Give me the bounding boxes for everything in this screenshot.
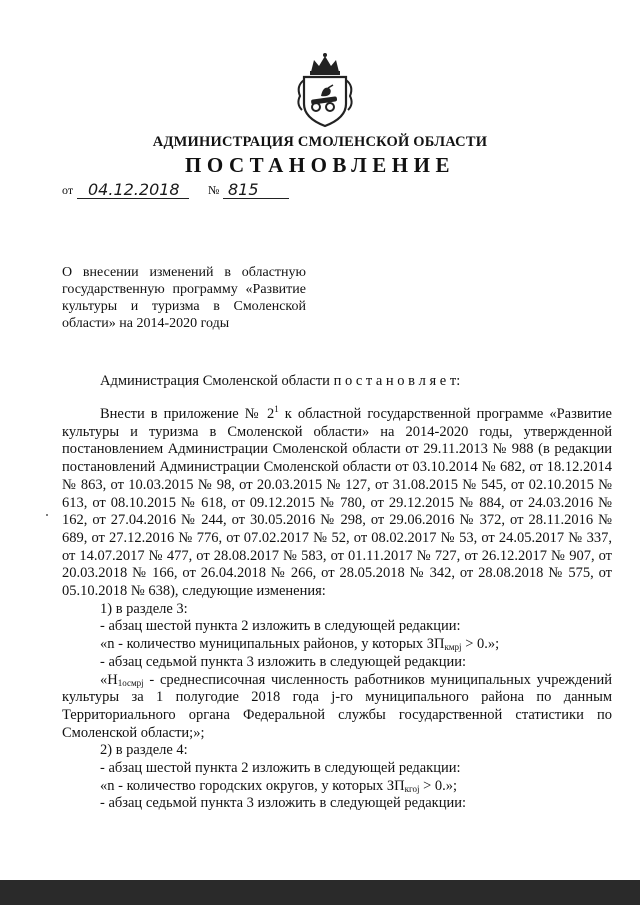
handwritten-date: 04.12.2018 [88, 180, 180, 199]
document-type-title: ПОСТАНОВЛЕНИЕ [185, 153, 455, 177]
document-subject: О внесении изменений в областную государственную программу «Развитие культуры и туризма в Смоленской области» на 2014-2020 годы [62, 265, 306, 331]
item-2a-instruction: - абзац шестой пункта 2 изложить в следующей редакции: [100, 760, 461, 777]
item-1a-text-end: > 0.»; [461, 636, 500, 653]
item-2a-subscript: кгоj [404, 783, 420, 794]
item-1a-text-main: «n - количество муниципальных районов, у которых ЗП [100, 636, 445, 653]
item-2a-text [62, 778, 612, 796]
item-1b-text-main: - среднесписочная численность работников муниципальных учреждений культуры за 1 полугодие 2018 года j-го муниципального района по данным Территориального органа Федеральной службы государственной статистики по Смоленской области;»; [62, 671, 612, 741]
intro-text-2: к областной государственной программе «Развитие культуры и туризма в Смоленской области» на 2014-2020 годы, утвержденной постановлением Администрации Смоленской области от 29.11.2013 № 988 (в редакции постановлений Администрации Смоленской области от 03.10.2014 № 682, от 18.12.2014 № 863, от 10.03.2015 № 98, от 20.03.2015 № 127, от 31.08.2015 № 545, от 02.10.2015 № 613, от 08.10.2015 № 618, от 09.12.2015 № 780, от 29.12.2015 № 884, от 24.03.2016 № 162, от 27.04.2016 № 244, от 30.05.2016 № 298, от 29.06.2016 № 372, от 28.11.2016 № 689, от 27.12.2016 № 776, от 07.02.2017 № 52, от 08.02.2017 № 53, от 24.05.2017 № 337, от 14.07.2017 № 477, от 28.08.2017 № 583, от 01.11.2017 № 727, от 26.12.2017 № 907, от 20.03.2018 № 166, от 26.04.2018 № 266, от 28.05.2018 № 342, от 28.08.2018 № 575, от 05.10.2018 № 638), следующие изменения: [62, 406, 612, 600]
item-1b-subscript: 1осмрj [117, 677, 144, 688]
intro-text-1: Внести в приложение № 2 [100, 406, 275, 422]
item-2a-text-end: > 0.»; [419, 777, 458, 794]
item-1a-subscript: кмрj [444, 642, 462, 653]
item-1b-text [62, 672, 612, 743]
handwritten-number: 815 [228, 180, 259, 199]
coat-of-arms-icon [294, 52, 356, 128]
registration-line [62, 178, 322, 202]
preamble-resolves: п о с т а н о в л я е т: [333, 373, 461, 389]
item-2b-instruction: - абзац седьмой пункта 3 изложить в следующей редакции: [100, 795, 467, 812]
intro-superscript: 1 [274, 404, 279, 414]
item-1b-text-start: «Н [100, 671, 118, 688]
item-1-heading: 1) в разделе 3: [100, 600, 188, 617]
number-label: № [208, 183, 220, 197]
item-2-heading: 2) в разделе 4: [100, 742, 188, 759]
item-1a-instruction: - абзац шестой пункта 2 изложить в следующей редакции: [100, 618, 461, 635]
item-1a-text [62, 636, 612, 654]
intro-paragraph [62, 406, 612, 601]
scan-footer-bar [0, 880, 640, 905]
document-body [62, 406, 612, 813]
item-2a-text-main: «n - количество городских округов, у которых ЗП [100, 777, 405, 794]
date-label: от [62, 183, 74, 197]
organization-title: АДМИНИСТРАЦИЯ СМОЛЕНСКОЙ ОБЛАСТИ [152, 134, 488, 150]
preamble [100, 373, 460, 390]
scan-speck [46, 514, 48, 516]
preamble-text: Администрация Смоленской области [100, 373, 334, 389]
item-1b-instruction: - абзац седьмой пункта 3 изложить в следующей редакции: [100, 653, 467, 670]
